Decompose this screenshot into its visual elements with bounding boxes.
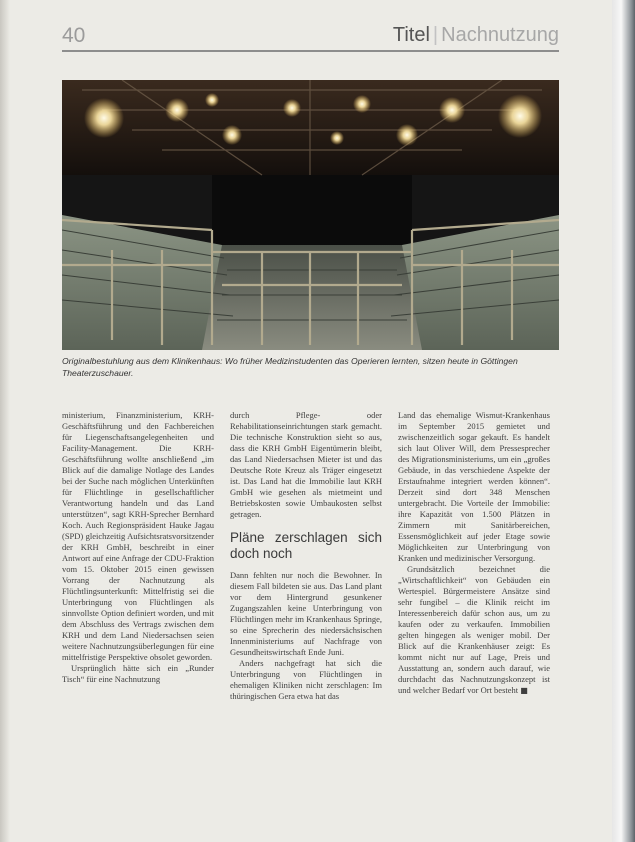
header-section: Nachnutzung <box>441 24 559 46</box>
lecture-hall-photo <box>62 80 559 350</box>
article-column-1 <box>62 410 214 685</box>
page-binding-shadow <box>0 0 10 842</box>
end-of-article-icon: ■ <box>520 686 528 695</box>
header-title: Titel <box>392 24 430 46</box>
photo-caption: Originalbestuhlung aus dem Klinikenhaus: Wo früher Medizinstudenten das Operieren lernten, sitzen heute in Göttingen Theaterzuschauer. <box>62 356 518 378</box>
paragraph: Anders nachgefragt hat sich die Unterbringung von Flüchtlingen in ehemaligen Kliniken nicht zerschlagen: Im thüringischen Gera etwa hat das <box>230 658 382 701</box>
running-header <box>393 24 559 47</box>
paragraph-final <box>398 564 550 696</box>
page-number: 40 <box>62 24 86 47</box>
article-column-2 <box>230 410 382 702</box>
paragraph: ministerium, Finanzministerium, KRH-Geschäftsführung und den Fachbereichen für Liegenschaftsangelegenheiten und Facility-Management. Die KRH-Geschäftsführung wollte anschließend „im Blick auf die damalige Notlage des Landes bei der Suche nach möglichen Unterkünften für Flüchtlinge in gesellschaftlicher Verantwortung handeln und das Land unterstützen“, sagt KRH-Sprecher Bernhard Koch. Auch Regionspräsident Hauke Jagau (SPD) gleichzeitig Aufsichtsratsvorsitzender der KRH GmbH, beschreibt in einer Antwort auf eine Anfrage der CDU-Fraktion vom 15. Oktober 2015 einen gewissen Vorrang der Nachnutzung als Flüchtlingsunterkunft: Mittelfristig sei die Unterbringung von Flüchtlingen als sinnvollste Option definiert worden, und mit dem Abschluss des Vertrags zwischen dem KRH und dem Land Niedersachsen seien weitere Nachnutzungsüberlegungen für eine mittelfristige Perspektive obsolet geworden. <box>62 410 214 662</box>
paragraph: Ursprünglich hätte sich ein „Runder Tisch“ für eine Nachnutzung <box>62 663 214 684</box>
subheading: Pläne zerschlagen sich doch noch <box>230 530 382 561</box>
header-rule <box>62 50 559 52</box>
paragraph: Land das ehemalige Wismut-Krankenhaus im September 2015 gemietet und zwischenzeitlich sogar gekauft. Es handelt sich laut Oliver Will, dem Pressesprecher des Migrationsministeriums, um ein „großes Gebäude, in das verschiedene Aspekte der Erstaufnahme integriert werden können“. Derzeit sind dort 348 Menschen untergebracht. Die Vorteile der Immobilie: ihre Kapazität von 1.500 Plätzen in Zimmern mit Sanitärbereichen, Essensmöglichkeit auf jeder Etage sowie Möglichkeiten zur Unterbringung von Kranken und medizinischer Versorgung. <box>398 410 550 563</box>
paragraph: durch Pflege- oder Rehabilitationseinrichtungen stark gemacht. Die technische Konstruktion sieht so aus, dass die KRH GmbH Eigentümerin bleibt, das Land Niedersachsen Mieter ist und das Deutsche Rote Kreuz als Träger eingesetzt ist. Das Land hat die Immobilie laut KRH GmbH wie gesehen als mietmeint und Betriebskosten sowie Umbaukosten selbst getragen. <box>230 410 382 519</box>
paragraph: Dann fehlten nur noch die Bewohner. In diesem Fall bildeten sie aus. Das Land plant vor dem Hintergrund gesunkener Zugangszahlen keine Unterbringung von Flüchtlingen mehr im Krankenhaus Springe, so eine Sprecherin des niedersächsischen Innenministeriums auf Nachfrage von Gesundheitswirtschaft Ende Juni. <box>230 570 382 657</box>
article-column-3 <box>398 410 550 696</box>
paragraph-text: Grundsätzlich bezeichnet die „Wirtschaftlichkeit“ von Gebäuden ein Wertespiel. Bürgermeistere Ansätze sind sehr fungibel – die Klinik reicht im Interessenbereich dafür schon aus, um zu kaufen oder zu verkaufen. Immobilien gelten hingegen als weniger mobil. Der Blick auf die Krankenhäuser zeigt: Es kommt nicht nur auf Lage, Preis und Ausstattung an, sondern auch darauf, wie durchdacht das Nachnutzungskonzept ist und welcher Bedarf vor Ort besteht <box>398 564 550 695</box>
header-separator: | <box>432 24 439 46</box>
scanner-edge <box>612 0 635 842</box>
